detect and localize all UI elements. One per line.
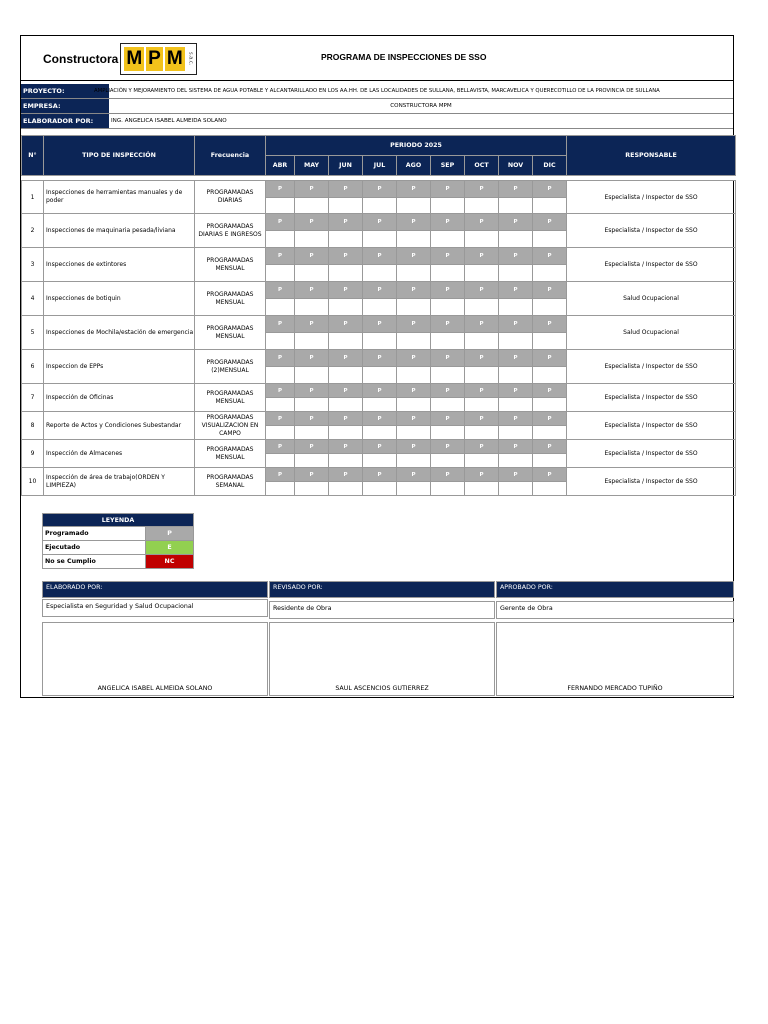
row-number: 7 xyxy=(22,384,44,412)
programmed-mark: P xyxy=(329,181,363,198)
programmed-mark: P xyxy=(465,316,499,333)
month-header: JUN xyxy=(329,156,363,176)
executed-cell xyxy=(329,197,363,214)
inspection-type: Inspecciones de maquinaria pesada/liviana xyxy=(44,214,195,248)
executed-cell xyxy=(499,299,533,316)
executed-cell xyxy=(499,398,533,412)
executed-cell xyxy=(329,426,363,440)
programmed-mark: P xyxy=(431,440,465,454)
table-row xyxy=(22,440,736,454)
executed-cell xyxy=(266,482,295,496)
executed-cell xyxy=(363,426,397,440)
signature-head-prepared: ELABORADO POR: xyxy=(42,581,268,598)
table-row xyxy=(22,384,736,398)
row-number: 8 xyxy=(22,412,44,440)
executed-cell xyxy=(295,454,329,468)
executed-cell xyxy=(533,333,567,350)
inspection-frequency: PROGRAMADAS SEMANAL xyxy=(195,468,266,496)
executed-cell xyxy=(363,454,397,468)
row-number: 10 xyxy=(22,468,44,496)
executed-cell xyxy=(363,333,397,350)
signature-head-approved: APROBADO POR: xyxy=(496,581,734,598)
column-header-number: N° xyxy=(22,136,44,176)
executed-cell xyxy=(329,333,363,350)
executed-cell xyxy=(465,426,499,440)
programmed-mark: P xyxy=(465,248,499,265)
executed-cell xyxy=(397,197,431,214)
author-value: ING. ANGELICA ISABEL ALMEIDA SOLANO xyxy=(111,118,227,124)
signature-role-approved: Gerente de Obra xyxy=(496,601,734,619)
inspection-type: Inspecciones de extintores xyxy=(44,248,195,282)
executed-cell xyxy=(465,398,499,412)
inspection-type: Inspección de área de trabajo(ORDEN Y LIMPIEZA) xyxy=(44,468,195,496)
table-row xyxy=(22,214,736,231)
executed-cell xyxy=(465,299,499,316)
executed-cell xyxy=(363,231,397,248)
programmed-mark: P xyxy=(329,214,363,231)
programmed-mark: P xyxy=(431,214,465,231)
programmed-mark: P xyxy=(533,440,567,454)
executed-cell xyxy=(397,299,431,316)
executed-cell xyxy=(266,231,295,248)
executed-cell xyxy=(499,482,533,496)
programmed-mark: P xyxy=(295,468,329,482)
company-row xyxy=(21,99,733,114)
executed-cell xyxy=(397,231,431,248)
programmed-mark: P xyxy=(499,412,533,426)
responsible: Especialista / Inspector de SSO xyxy=(567,350,736,384)
programmed-mark: P xyxy=(266,316,295,333)
executed-cell xyxy=(499,197,533,214)
executed-cell xyxy=(329,299,363,316)
month-header: AGO xyxy=(397,156,431,176)
executed-cell xyxy=(431,454,465,468)
programmed-mark: P xyxy=(363,316,397,333)
executed-cell xyxy=(329,265,363,282)
executed-cell xyxy=(533,426,567,440)
programmed-mark: P xyxy=(465,468,499,482)
executed-cell xyxy=(465,367,499,384)
executed-cell xyxy=(431,482,465,496)
executed-cell xyxy=(465,454,499,468)
programmed-mark: P xyxy=(431,316,465,333)
column-header-responsible: RESPONSABLE xyxy=(567,136,736,176)
programmed-mark: P xyxy=(295,440,329,454)
executed-cell xyxy=(533,231,567,248)
inspection-frequency: PROGRAMADAS MENSUAL xyxy=(195,248,266,282)
page-title: PROGRAMA DE INSPECCIONES DE SSO xyxy=(321,52,487,62)
programmed-mark: P xyxy=(465,282,499,299)
inspection-type: Inspeccion de EPPs xyxy=(44,350,195,384)
executed-cell xyxy=(266,299,295,316)
executed-cell xyxy=(363,299,397,316)
executed-cell xyxy=(397,265,431,282)
legend-title: LEYENDA xyxy=(43,514,194,527)
executed-cell xyxy=(431,367,465,384)
legend-code: P xyxy=(146,527,194,541)
signature-name-approved: FERNANDO MERCADO TUPIÑO xyxy=(567,685,663,692)
company-label: EMPRESA: xyxy=(21,99,109,113)
programmed-mark: P xyxy=(499,468,533,482)
programmed-mark: P xyxy=(533,350,567,367)
executed-cell xyxy=(329,367,363,384)
inspection-type: Reporte de Actos y Condiciones Subestandar xyxy=(44,412,195,440)
programmed-mark: P xyxy=(397,412,431,426)
executed-cell xyxy=(499,426,533,440)
logo-mark xyxy=(120,43,196,75)
programmed-mark: P xyxy=(266,350,295,367)
programmed-mark: P xyxy=(533,316,567,333)
programmed-mark: P xyxy=(363,181,397,198)
month-header: OCT xyxy=(465,156,499,176)
programmed-mark: P xyxy=(533,248,567,265)
programmed-mark: P xyxy=(431,248,465,265)
programmed-mark: P xyxy=(295,384,329,398)
responsible: Especialista / Inspector de SSO xyxy=(567,468,736,496)
executed-cell xyxy=(431,197,465,214)
programmed-mark: P xyxy=(499,181,533,198)
programmed-mark: P xyxy=(465,181,499,198)
author-label: ELABORADOR POR: xyxy=(21,114,109,128)
project-row xyxy=(21,84,733,99)
table-row xyxy=(22,412,736,426)
executed-cell xyxy=(533,299,567,316)
responsible: Especialista / Inspector de SSO xyxy=(567,181,736,214)
signature-name-prepared: ANGELICA ISABEL ALMEIDA SOLANO xyxy=(97,685,213,692)
programmed-mark: P xyxy=(363,214,397,231)
table-row xyxy=(22,350,736,367)
executed-cell xyxy=(397,482,431,496)
executed-cell xyxy=(465,231,499,248)
programmed-mark: P xyxy=(397,440,431,454)
logo-letter: P xyxy=(148,48,161,69)
executed-cell xyxy=(533,197,567,214)
programmed-mark: P xyxy=(533,214,567,231)
inspection-frequency: PROGRAMADAS DIARIAS xyxy=(195,181,266,214)
executed-cell xyxy=(266,367,295,384)
programmed-mark: P xyxy=(431,181,465,198)
row-number: 9 xyxy=(22,440,44,468)
project-label: PROYECTO: xyxy=(21,84,109,98)
month-header: ABR xyxy=(266,156,295,176)
executed-cell xyxy=(397,426,431,440)
executed-cell xyxy=(295,231,329,248)
executed-cell xyxy=(363,197,397,214)
column-header-period: PERIODO 2025 xyxy=(266,136,567,156)
executed-cell xyxy=(266,265,295,282)
executed-cell xyxy=(499,231,533,248)
executed-cell xyxy=(295,367,329,384)
programmed-mark: P xyxy=(295,412,329,426)
project-value: AMPLIACIÓN Y MEJORAMIENTO DEL SISTEMA DE AGUA POTABLE Y ALCANTARILLADO EN LOS AA.HH. DE LAS LOCALIDADES DE SULLANA, BELLAVISTA, MARCAVELICA Y QUERECOTILLO DE LA PROVINCIA DE SULLANA xyxy=(94,88,660,94)
month-header: NOV xyxy=(499,156,533,176)
programmed-mark: P xyxy=(397,248,431,265)
programmed-mark: P xyxy=(499,282,533,299)
programmed-mark: P xyxy=(533,282,567,299)
inspection-frequency: PROGRAMADAS MENSUAL xyxy=(195,384,266,412)
row-number: 2 xyxy=(22,214,44,248)
executed-cell xyxy=(499,454,533,468)
responsible: Salud Ocupacional xyxy=(567,282,736,316)
programmed-mark: P xyxy=(329,248,363,265)
company-value: CONSTRUCTORA MPM xyxy=(390,103,452,109)
signature-role-reviewed: Residente de Obra xyxy=(269,601,495,619)
responsible: Especialista / Inspector de SSO xyxy=(567,412,736,440)
programmed-mark: P xyxy=(499,350,533,367)
executed-cell xyxy=(363,398,397,412)
month-header: JUL xyxy=(363,156,397,176)
legend-label: No se Cumplio xyxy=(43,555,146,569)
logo-suffix: s.a.c. xyxy=(187,52,194,66)
executed-cell xyxy=(295,398,329,412)
programmed-mark: P xyxy=(266,282,295,299)
inspection-schedule-table xyxy=(21,135,736,496)
executed-cell xyxy=(266,426,295,440)
programmed-mark: P xyxy=(295,214,329,231)
inspection-type: Inspecciones de botiquin xyxy=(44,282,195,316)
programmed-mark: P xyxy=(329,384,363,398)
executed-cell xyxy=(533,265,567,282)
executed-cell xyxy=(499,265,533,282)
executed-cell xyxy=(266,454,295,468)
programmed-mark: P xyxy=(329,412,363,426)
executed-cell xyxy=(431,426,465,440)
executed-cell xyxy=(295,299,329,316)
responsible: Especialista / Inspector de SSO xyxy=(567,384,736,412)
responsible: Especialista / Inspector de SSO xyxy=(567,214,736,248)
programmed-mark: P xyxy=(533,181,567,198)
programmed-mark: P xyxy=(397,350,431,367)
legend-code: NC xyxy=(146,555,194,569)
executed-cell xyxy=(533,454,567,468)
programmed-mark: P xyxy=(266,214,295,231)
programmed-mark: P xyxy=(329,282,363,299)
signature-head-reviewed: REVISADO POR: xyxy=(269,581,495,598)
executed-cell xyxy=(295,482,329,496)
programmed-mark: P xyxy=(329,350,363,367)
programmed-mark: P xyxy=(266,384,295,398)
programmed-mark: P xyxy=(499,316,533,333)
programmed-mark: P xyxy=(465,214,499,231)
programmed-mark: P xyxy=(431,412,465,426)
programmed-mark: P xyxy=(397,214,431,231)
programmed-mark: P xyxy=(266,468,295,482)
executed-cell xyxy=(465,333,499,350)
inspection-type: Inspecciones de herramientas manuales y de poder xyxy=(44,181,195,214)
executed-cell xyxy=(499,367,533,384)
column-header-frequency: Frecuencia xyxy=(195,136,266,176)
executed-cell xyxy=(431,231,465,248)
programmed-mark: P xyxy=(499,384,533,398)
inspection-frequency: PROGRAMADAS (2)MENSUAL xyxy=(195,350,266,384)
inspection-type: Inspección de Almacenes xyxy=(44,440,195,468)
executed-cell xyxy=(397,398,431,412)
programmed-mark: P xyxy=(465,412,499,426)
programmed-mark: P xyxy=(363,412,397,426)
programmed-mark: P xyxy=(465,350,499,367)
programmed-mark: P xyxy=(397,384,431,398)
programmed-mark: P xyxy=(533,468,567,482)
legend-table xyxy=(42,513,194,569)
legend-code: E xyxy=(146,541,194,555)
programmed-mark: P xyxy=(397,282,431,299)
executed-cell xyxy=(431,299,465,316)
signature-box-approved xyxy=(496,622,734,696)
signature-box-prepared xyxy=(42,622,268,696)
programmed-mark: P xyxy=(363,440,397,454)
inspection-type: Inspecciones de Mochila/estación de emergencia xyxy=(44,316,195,350)
programmed-mark: P xyxy=(431,282,465,299)
executed-cell xyxy=(533,367,567,384)
legend-label: Ejecutado xyxy=(43,541,146,555)
inspection-program-sheet xyxy=(20,35,734,698)
month-header: DIC xyxy=(533,156,567,176)
programmed-mark: P xyxy=(295,181,329,198)
responsible: Especialista / Inspector de SSO xyxy=(567,440,736,468)
programmed-mark: P xyxy=(363,282,397,299)
logo-letter: M xyxy=(126,48,143,69)
responsible: Especialista / Inspector de SSO xyxy=(567,248,736,282)
programmed-mark: P xyxy=(397,316,431,333)
programmed-mark: P xyxy=(329,316,363,333)
table-row xyxy=(22,468,736,482)
executed-cell xyxy=(329,398,363,412)
executed-cell xyxy=(465,265,499,282)
programmed-mark: P xyxy=(397,468,431,482)
executed-cell xyxy=(266,333,295,350)
programmed-mark: P xyxy=(533,412,567,426)
programmed-mark: P xyxy=(397,181,431,198)
executed-cell xyxy=(295,333,329,350)
inspection-frequency: PROGRAMADAS MENSUAL xyxy=(195,440,266,468)
executed-cell xyxy=(363,265,397,282)
programmed-mark: P xyxy=(431,468,465,482)
programmed-mark: P xyxy=(363,248,397,265)
inspection-frequency: PROGRAMADAS MENSUAL xyxy=(195,316,266,350)
row-number: 1 xyxy=(22,181,44,214)
programmed-mark: P xyxy=(465,440,499,454)
executed-cell xyxy=(397,333,431,350)
executed-cell xyxy=(363,482,397,496)
executed-cell xyxy=(295,265,329,282)
executed-cell xyxy=(266,398,295,412)
document-header xyxy=(21,36,733,81)
inspection-frequency: PROGRAMADAS VISUALIZACION EN CAMPO xyxy=(195,412,266,440)
company-logo xyxy=(43,42,197,76)
logo-letter: M xyxy=(166,48,183,69)
programmed-mark: P xyxy=(295,316,329,333)
inspection-type: Inspección de Oficinas xyxy=(44,384,195,412)
programmed-mark: P xyxy=(499,248,533,265)
executed-cell xyxy=(397,454,431,468)
executed-cell xyxy=(329,231,363,248)
row-number: 6 xyxy=(22,350,44,384)
signature-box-reviewed xyxy=(269,622,495,696)
programmed-mark: P xyxy=(266,248,295,265)
executed-cell xyxy=(431,265,465,282)
programmed-mark: P xyxy=(329,468,363,482)
inspection-frequency: PROGRAMADAS DIARIAS E INGRESOS xyxy=(195,214,266,248)
programmed-mark: P xyxy=(499,214,533,231)
executed-cell xyxy=(329,454,363,468)
executed-cell xyxy=(363,367,397,384)
executed-cell xyxy=(431,398,465,412)
programmed-mark: P xyxy=(431,350,465,367)
programmed-mark: P xyxy=(363,384,397,398)
executed-cell xyxy=(533,482,567,496)
logo-text: Constructora xyxy=(43,52,119,66)
responsible: Salud Ocupacional xyxy=(567,316,736,350)
column-header-type: TIPO DE INSPECCIÓN xyxy=(44,136,195,176)
programmed-mark: P xyxy=(431,384,465,398)
row-number: 4 xyxy=(22,282,44,316)
programmed-mark: P xyxy=(499,440,533,454)
programmed-mark: P xyxy=(295,248,329,265)
author-row xyxy=(21,114,733,129)
programmed-mark: P xyxy=(363,468,397,482)
row-number: 3 xyxy=(22,248,44,282)
programmed-mark: P xyxy=(295,350,329,367)
executed-cell xyxy=(329,482,363,496)
programmed-mark: P xyxy=(465,384,499,398)
executed-cell xyxy=(266,197,295,214)
signature-role-prepared: Especialista en Seguridad y Salud Ocupacional xyxy=(42,599,268,617)
row-number: 5 xyxy=(22,316,44,350)
programmed-mark: P xyxy=(266,440,295,454)
table-row xyxy=(22,248,736,265)
executed-cell xyxy=(397,367,431,384)
programmed-mark: P xyxy=(266,181,295,198)
month-header: MAY xyxy=(295,156,329,176)
legend-label: Programado xyxy=(43,527,146,541)
programmed-mark: P xyxy=(533,384,567,398)
executed-cell xyxy=(499,333,533,350)
executed-cell xyxy=(533,398,567,412)
programmed-mark: P xyxy=(295,282,329,299)
table-row xyxy=(22,316,736,333)
executed-cell xyxy=(431,333,465,350)
programmed-mark: P xyxy=(266,412,295,426)
signature-name-reviewed: SAUL ASCENCIOS GUTIERREZ xyxy=(335,685,429,692)
table-row xyxy=(22,181,736,198)
inspection-frequency: PROGRAMADAS MENSUAL xyxy=(195,282,266,316)
programmed-mark: P xyxy=(363,350,397,367)
table-row xyxy=(22,282,736,299)
programmed-mark: P xyxy=(329,440,363,454)
executed-cell xyxy=(465,482,499,496)
month-header: SEP xyxy=(431,156,465,176)
executed-cell xyxy=(465,197,499,214)
executed-cell xyxy=(295,426,329,440)
executed-cell xyxy=(295,197,329,214)
